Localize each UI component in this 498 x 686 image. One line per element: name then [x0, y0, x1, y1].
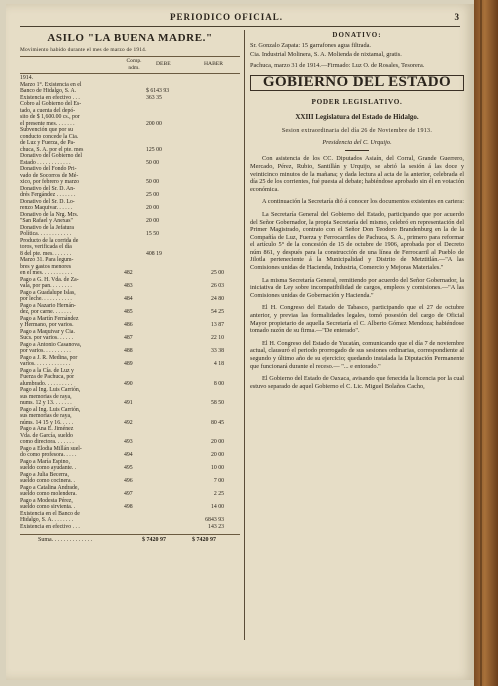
session-minutes	[250, 155, 464, 390]
ledger-description: sueldo como ayudante. .	[20, 465, 77, 471]
ledger-comp-number: 493	[124, 439, 133, 445]
minutes-paragraph: El H. Congreso del Estado de Tabasco, participando que el 27 de octubre anterior, y previas las formalidades legales, tomó posesión del cargo de Oficial Mayor propietario de aquella Secretaría el C. Alberto Gómez Mendoza; habiéndose tomado razón de su firma.—"De enterado".	[250, 304, 464, 335]
ledger-comp-number: 492	[124, 419, 133, 426]
ledger-description: "San Rafael y Anexas"	[20, 218, 73, 224]
ledger-description: Cobro al Gobierno del Es-	[20, 101, 82, 107]
ledger-total-row	[20, 534, 240, 545]
ledger-description: Pago a Nazario Hernán-	[20, 302, 76, 309]
ledger-haber: 20 00	[210, 439, 224, 445]
ledger-description: Política. . . . . . . . . . . .	[20, 231, 72, 237]
ledger-haber: 54 25	[210, 309, 224, 315]
column-divider	[244, 30, 245, 640]
minutes-paragraph: El H. Congreso del Estado de Yucatán, comunicando que el día 7 de noviembre actual, clausuró el periodo prorrogado de sus sesiones ordinarias, correspondiente al segundo y último año de su ejercicio; quedando instalada la Diputación Permanente que funcionará durante el receso.— "... e entorado."	[250, 339, 464, 370]
ledger-haber: 6843 93	[205, 517, 224, 523]
ledger-description: Pago a Martín Fernández	[20, 315, 79, 322]
ledger-description: renzo Maquivar. . . . . .	[20, 205, 73, 211]
ledger-rows	[20, 75, 240, 530]
ledger-description: Pago a Ana E. Jiménez	[20, 426, 74, 432]
ledger-haber: 10 00	[210, 465, 224, 471]
ledger-comp-number: 491	[124, 400, 133, 406]
ledger-description: chuca, S. A. por el pte. mes	[20, 146, 84, 153]
ledger-comp-number: 486	[124, 322, 133, 328]
ledger-haber: 13 87	[210, 322, 224, 328]
minutes-paragraph: El Gobierno del Estado de Oaxaca, avisando que fenecida la licencia por la cual estuvo separado de aquel Gobierno el C. Lic. Miguel Bolaños Cacho,	[250, 375, 464, 390]
ledger-haber: 58 50	[210, 400, 224, 406]
ledger-description: varios. . . . . . . . . . . . .	[20, 361, 71, 367]
ledger-debe: 200 00	[146, 120, 162, 127]
ledger-description: Subvención que por su	[20, 127, 73, 133]
ledger-description: Banco de Hidalgo, S. A.	[20, 88, 77, 94]
ledger-comp-number: 487	[124, 335, 133, 341]
ledger-column-headers	[20, 56, 240, 74]
newspaper-page	[6, 4, 474, 680]
ledger-debe: 20 00	[146, 218, 160, 224]
ledger-description: Vda. de García, sueldo	[20, 432, 73, 439]
ledger-description: sito de $ 1,600.00 cs., por	[20, 114, 80, 120]
poder-legislativo-heading: PODER LEGISLATIVO.	[311, 97, 403, 106]
total-label: Suma. . . . . . . . . . . . . .	[38, 537, 93, 543]
col-haber: HABER	[204, 61, 223, 67]
ledger-description: sueldo como cocinera. .	[20, 478, 75, 484]
ledger-haber: 2 25	[213, 491, 224, 497]
ledger-haber: 4 18	[213, 361, 224, 367]
ledger-description: sus memorias de raya,	[20, 393, 72, 400]
ledger-description: como directora. . . . . . .	[20, 439, 74, 445]
ledger-description: Donativo de la Jefatura	[20, 224, 74, 231]
ledger-description: Pago a Julia Becerra,	[20, 471, 69, 478]
ledger-description: Pago a Guadalupe Islas,	[20, 289, 76, 296]
ledger-haber: 8 00	[213, 380, 224, 387]
section-rule	[345, 150, 369, 151]
ledger-description: Pago al Ing. Luis Carrión,	[20, 406, 81, 413]
ledger-description: tado, a cuenta del depó-	[20, 107, 76, 114]
page-number: 3	[454, 12, 460, 22]
ledger-haber: 14 00	[210, 504, 224, 510]
ledger-description: Pago a María Espino,	[20, 458, 70, 465]
ledger-debe: 15 50	[146, 231, 160, 237]
ledger-description: Donativo del Fondo Pri-	[20, 166, 77, 172]
ledger-description: Fuerza de Pachuca, por	[20, 374, 75, 380]
ledger-description: de Luz y Fuerza, de Pa-	[20, 140, 76, 146]
ledger-description: Donativo del Sr. D. Lo-	[20, 198, 75, 205]
ledger-description: Sucs. por varios. . . . . .	[20, 335, 74, 341]
ledger-description: Pago a Elodia Millán suel-	[20, 445, 82, 452]
ledger-description: Pago a J. R. Medina, por	[20, 354, 78, 361]
col-comp: Comp. ndm.	[126, 58, 142, 71]
ledger-description: Pago a Antonio Casanova,	[20, 341, 82, 348]
ledger-description: sueldo como molendera.	[20, 491, 77, 497]
donativo-signature: Pachuca, marzo 31 de 1914.—Firmado: Luz O. de Rosales, Tesorera.	[250, 61, 425, 69]
newspaper-title: PERIODICO OFICIAL.	[170, 12, 284, 22]
ledger-comp-number: 482	[124, 270, 133, 276]
minutes-paragraph: A continuación la Secretaría dió á conocer los documentos existentes en cartera:	[262, 198, 464, 206]
ledger-haber: 7 00	[213, 478, 224, 484]
ledger-description: Donativo de la Nrg. Mrs.	[20, 211, 79, 218]
ledger-description: toros, verificada el día	[20, 244, 72, 250]
ledger-row	[20, 524, 240, 531]
ledger-haber: 24 80	[210, 296, 224, 302]
ledger-description: núms. 14 15 y 16. . . . .	[20, 419, 74, 426]
ledger-debe: 363 35	[146, 94, 162, 101]
ledger-comp-number: 498	[124, 504, 133, 510]
ledger-comp-number: 484	[124, 296, 133, 302]
ledger-description: Marzo 31. Para legum-	[20, 257, 74, 263]
ledger-description: Pago a Modesta Pérez,	[20, 497, 73, 504]
legislatura-heading: XXIII Legislatura del Estado de Hidalgo.	[295, 112, 419, 121]
donativo-line-2: Cia. Industrial Molinera, S. A. Molienda de nixtamal, gratis.	[250, 51, 402, 59]
ledger-description: Estado . . . . . . . . . . . .	[20, 159, 71, 166]
ledger-description: vado de Socorros de Mé-	[20, 172, 79, 179]
ledger-description: en el mes. . . . . . . . . . .	[20, 270, 73, 276]
book-binding	[474, 0, 498, 686]
ledger-description: nums. 12 y 13. . . . . . .	[20, 400, 72, 406]
ledger-comp-number: 497	[124, 491, 133, 497]
ledger-description: xico, por febrero y marzo	[20, 179, 80, 185]
ledger-description: Existencia en efectivo . . .	[20, 94, 80, 101]
ledger-description: sueldo como sirvienta. .	[20, 504, 76, 510]
ledger-description: dez, por carne. . . . . . .	[20, 309, 72, 315]
asylum-title: ASILO "LA BUENA MADRE."	[47, 32, 213, 44]
total-debe: $ 7420 97	[142, 537, 166, 543]
ledger-description: Pago al Ing. Luis Carrión,	[20, 387, 81, 393]
ledger-comp-number: 488	[124, 348, 133, 354]
ledger-description: 1914.	[20, 75, 34, 81]
ledger-description: el presente mes. . . . . . .	[20, 120, 75, 127]
ledger-haber: 33 38	[210, 348, 224, 354]
ledger-description: 8 del pte. mes. . . . . . .	[20, 250, 72, 257]
ledger-haber: 25 00	[210, 270, 224, 276]
ledger-description: Existencia en efectivo . . .	[20, 523, 80, 530]
ledger-description: Hidalgo, S. A. . . . . . . .	[20, 517, 74, 523]
sesion-heading: Sesion extraordinaria del día 26 de Noviembre de 1913.	[281, 128, 433, 135]
ledger-description: Pago a G. H. Vda. de Za-	[20, 276, 79, 283]
total-haber: $ 7420 97	[192, 537, 216, 543]
minutes-paragraph: La misma Secretaría General, remitiendo por acuerdo del Señor Gobernador, la iniciativa de Ley sobre incompatibilidad de cargos, empleos y comisiones.—"A las Comisiones unidas de Gobernación y Hacienda."	[250, 276, 464, 299]
presidencia-line: Presidencia del C. Urquijo.	[322, 138, 392, 146]
ledger-haber: 80 45	[210, 419, 224, 426]
ledger-haber: 20 00	[210, 452, 224, 458]
ledger-description: Donativo del Gobierno del	[20, 153, 82, 159]
asylum-account-column	[20, 32, 240, 545]
ledger-comp-number: 490	[124, 380, 133, 387]
col-debe: DEBE	[156, 61, 171, 67]
ledger-comp-number: 496	[124, 478, 133, 484]
ledger-haber: 143 23	[208, 523, 224, 530]
ledger-debe: 20 00	[146, 205, 160, 211]
ledger-description: por varios. . . . . . . . . .	[20, 348, 71, 354]
government-column	[250, 32, 464, 390]
ledger-description: vala, por pan. . . . . . . .	[20, 283, 72, 289]
ledger-comp-number: 489	[124, 361, 133, 367]
ledger-description: do como profesora. . . . .	[20, 452, 77, 458]
page-header	[20, 12, 460, 24]
ledger-description: Existencia en el Banco de	[20, 510, 80, 517]
asylum-subtitle: Movimiento habido durante el mes de marzo de 1914.	[20, 47, 147, 53]
gobierno-title: GOBIERNO DEL ESTADO	[250, 75, 464, 91]
ledger-description: Producto de la corrida de	[20, 237, 79, 244]
ledger-debe: 125 00	[146, 146, 162, 153]
minutes-paragraph: La Secretaría General del Gobierno del Estado, participando que por acuerdo del Señor Gobernador, la propia Secretaría del mismo, celebró en representación del Primer Magistrado, contrato con el Señor Don Teodoro Brandenburg en la de la Compañía de Luz, Fuerza y Ferrocarriles de Pachuca, S. A., primero para reformar el artículo 5° de la concesión de 15 de octubre de 1906, aprobada por el Decreto núm 861, y después para la construcción de una línea de Ferrocarril al Pueblo de Jilotla perteneciente á la Municipalidad y Distrito de Metztitlán.—"A las Comisiones unidas de Hacienda, Industria, Comercio y Mejoras Materiales."	[250, 210, 464, 272]
ledger-haber: 26 03	[210, 283, 224, 289]
ledger-description: Pago a Catalina Andrade,	[20, 484, 79, 491]
ledger-description: drés Fergández . . . . . . .	[20, 192, 76, 198]
ledger-debe: 25 00	[146, 192, 160, 198]
ledger-debe: $ 6143 93	[146, 88, 170, 94]
ledger-debe: 50 00	[146, 179, 160, 185]
ledger-description: por leche. . . . . . . . . . .	[20, 296, 72, 302]
ledger-debe: 408 19	[146, 250, 162, 257]
ledger-description: bres y gastos menores	[20, 263, 72, 270]
minutes-paragraph: Con asistencia de los CC. Diputados Asiaín, del Corral, Grande Guerrero, Mercado, Pérez, Rubio, Santillán y Urquijo, se abrió la sesión á las doce y veinticinco minutos de la mañana; y dada lectura al acta de la anterior, celebrada el día 25 de los corrientes, fué puesta al debate; habiéndose aprobado sin él en votación económica.	[250, 155, 464, 193]
header-rule	[20, 26, 460, 27]
ledger-haber: 22 10	[210, 335, 224, 341]
ledger-description: alumbrado. . . . . . . . . .	[20, 380, 73, 387]
donativo-line-1: Sr. Gonzalo Zapata: 15 garrafones agua filtrada.	[250, 41, 371, 49]
ledger-comp-number: 485	[124, 309, 133, 315]
ledger-description: Donativo del Sr. D. An-	[20, 185, 76, 192]
ledger-description: Pago a Maquivar y Cia.	[20, 328, 75, 335]
ledger-description: sus memorias de raya,	[20, 413, 72, 419]
ledger-description: y Hermano, por varios.	[20, 322, 74, 328]
ledger-comp-number: 494	[124, 452, 133, 458]
ledger-comp-number: 483	[124, 283, 133, 289]
ledger-debe: 50 00	[146, 159, 160, 166]
ledger-description: conducto concede la Cia.	[20, 133, 79, 140]
ledger-description: Marzo 1°. Existencia en el	[20, 81, 82, 88]
donativo-heading: DONATIVO:	[332, 31, 382, 39]
ledger-comp-number: 495	[124, 465, 133, 471]
ledger-description: Pago a la Cía. de Luz y	[20, 367, 74, 374]
